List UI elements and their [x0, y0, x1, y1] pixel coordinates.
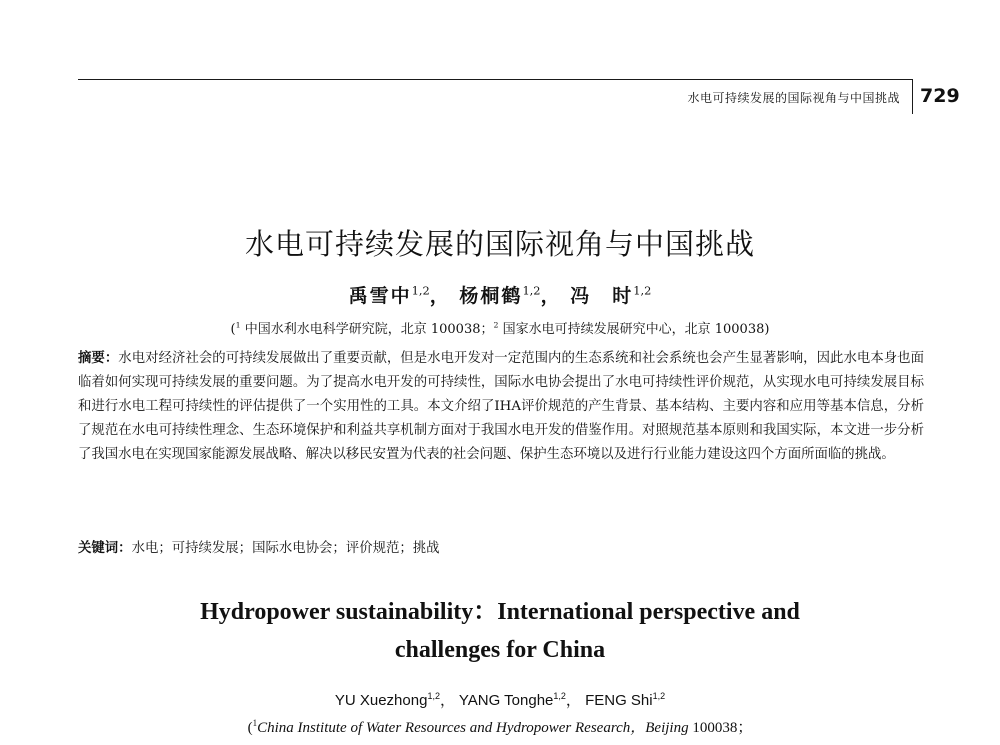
- author-separator: ，: [565, 692, 581, 709]
- affiliation-1: 中国水利水电科学研究院，北京 100038；: [240, 322, 494, 337]
- english-title-line-1: Hydropower sustainability：International perspective and: [200, 599, 800, 625]
- author-separator: ，: [439, 692, 455, 709]
- english-title-line-2: challenges for China: [394, 637, 606, 663]
- chinese-authors: [0, 281, 1000, 308]
- keywords: [78, 537, 924, 561]
- author-name: 禹雪中: [348, 285, 412, 307]
- author-name: 杨桐鹤: [459, 285, 523, 307]
- author-affiliation-marker: 1,2: [411, 283, 430, 298]
- abstract: [78, 347, 924, 467]
- affiliation-2: 国家水电可持续发展研究中心，北京 100038): [498, 322, 770, 337]
- keywords-label: 关键词：: [78, 541, 132, 556]
- english-affiliation: [0, 716, 1000, 737]
- author-affiliation-marker: 1,2: [427, 691, 440, 701]
- affiliation-marker-1: 1: [235, 320, 241, 330]
- author-name: YU Xuezhong: [334, 692, 428, 709]
- running-header-title: 水电可持续发展的国际视角与中国挑战: [687, 91, 900, 105]
- author-separator: ，: [540, 285, 562, 307]
- english-title: [0, 593, 1000, 669]
- affiliation-institution: China Institute of Water Resources and Hydropower Research，Beijing: [257, 720, 689, 736]
- author-affiliation-marker: 1,2: [522, 283, 541, 298]
- author-name: YANG Tonghe: [458, 692, 554, 709]
- author-name: 冯 时: [570, 285, 634, 307]
- affiliation-postcode: 100038；: [688, 720, 753, 736]
- affiliation-open-paren: (: [247, 720, 253, 736]
- chinese-title: 水电可持续发展的国际视角与中国挑战: [244, 227, 755, 261]
- affiliation-open-paren: (: [230, 322, 236, 337]
- english-authors: [0, 689, 1000, 710]
- chinese-affiliation: [0, 318, 1000, 337]
- author-name: FENG Shi: [585, 692, 653, 709]
- affiliation-marker-2: 2: [493, 320, 499, 330]
- author-affiliation-marker: 1,2: [633, 283, 652, 298]
- keywords-text: 水电；可持续发展；国际水电协会；评价规范；挑战: [131, 541, 440, 556]
- abstract-label: 摘要：: [78, 351, 119, 366]
- author-affiliation-marker: 1,2: [553, 691, 566, 701]
- author-affiliation-marker: 1,2: [652, 691, 666, 701]
- header-separator: [912, 79, 913, 114]
- author-separator: ，: [429, 285, 451, 307]
- header-rule: [78, 79, 913, 80]
- abstract-text: 水电对经济社会的可持续发展做出了重要贡献，但是水电开发对一定范围内的生态系统和社会系统也会产生显著影响，因此水电本身也面临着如何实现可持续发展的重要问题。为了提高水电开发的可持续性，国际水电协会提出了水电可持续性评价规范，从实现水电可持续发展目标和进行水电工程可持续性的评估提供了一个实用性的工具。本文介绍了IHA评价规范的产生背景、基本结构、主要内容和应用等基本信息，分析了规范在水电可持续性理念、生态环境保护和利益共享机制方面对于我国水电开发的借鉴作用。对照规范基本原则和我国实际，本文进一步分析了我国水电在实现国家能源发展战略、解决以移民安置为代表的社会问题、保护生态环境以及进行行业能力建设这四个方面所面临的挑战。: [78, 351, 925, 462]
- affiliation-marker: 1: [252, 718, 258, 728]
- page-number: 729: [920, 85, 960, 107]
